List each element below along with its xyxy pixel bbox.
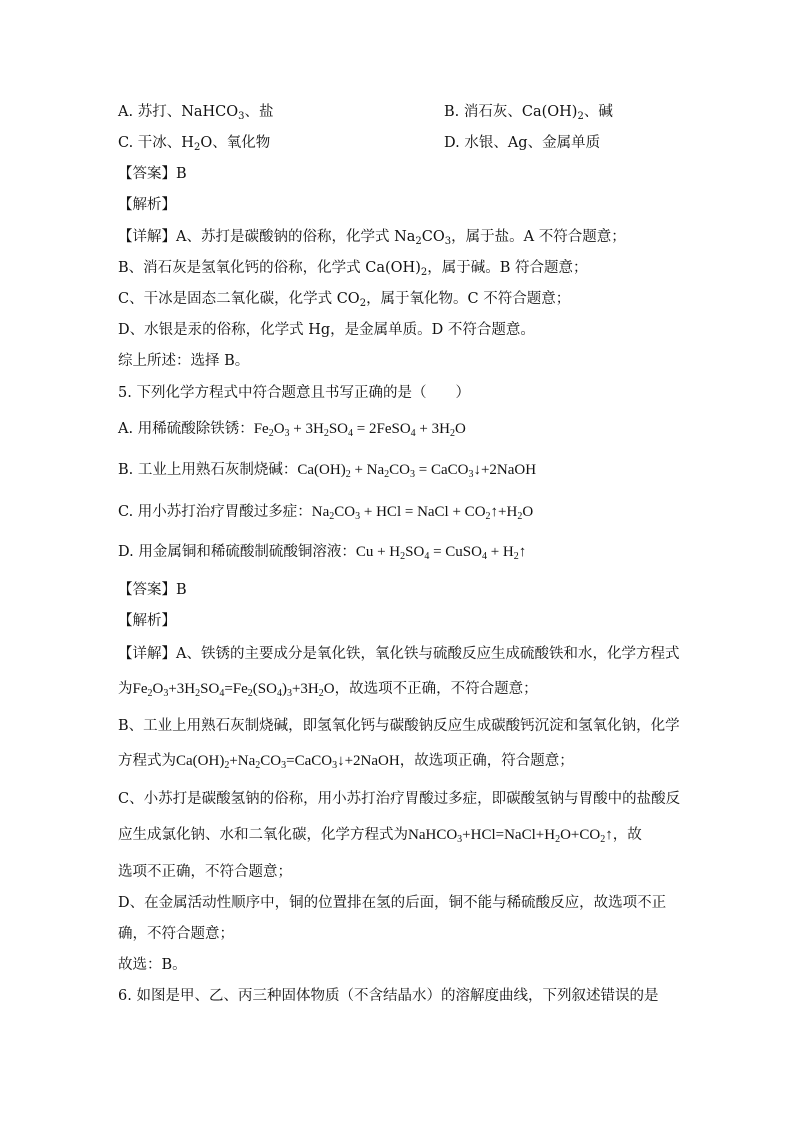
equation: $Fe_2O_3+3H_2SO_4=Fe_2(SO_4)_3+3H_2O$ — [132, 681, 335, 699]
equation: $Cu + H_2SO_4$ = CuSO$_4$ + $H_2↑$ — [355, 544, 527, 562]
q4-summary: 综上所述：选择 B。 — [118, 353, 250, 369]
q5-detail-b-line2: 方程式为$Ca(OH)_2+Na_2CO_3=CaCO_3↓+2NaOH$，故选项正确，符合题意； — [118, 753, 574, 771]
q5-stem: 5. 下列化学方程式中符合题意且书写正确的是（ ） — [118, 385, 470, 401]
q4-detail-b: B、消石灰是氢氧化钙的俗称，化学式 $Ca(OH)_2$，属于碱。B 符合题意； — [118, 260, 588, 278]
q5-answer: 【答案】B — [118, 582, 187, 598]
equation: $Fe_2O_3 + 3H_2SO_4$ = 2FeSO$_4$ + $3H_2O$ — [253, 421, 466, 439]
equation: $Ca(OH)_2+Na_2CO_3=CaCO_3↓+2NaOH$ — [176, 753, 400, 771]
q4-detail-c: C、干冰是固态二氧化碳，化学式 $CO_2$，属于氧化物。C 不符合题意； — [118, 291, 571, 309]
q5-detail-a-line2: 为$Fe_2O_3+3H_2SO_4=Fe_2(SO_4)_3+3H_2O$，故选项不正确，不符合题意； — [118, 681, 538, 699]
q4-option-b: B. 消石灰、$Ca(OH)_2$、碱 — [444, 104, 613, 122]
equation: $Ca(OH)_2 + Na_2CO_3$ = CaCO$_3$↓+2NaOH — [297, 462, 537, 480]
q5-detail-d-line2: 确，不符合题意； — [118, 926, 234, 942]
q5-detail-a-line1: 【详解】A、铁锈的主要成分是氧化铁，氧化铁与硫酸反应生成硫酸铁和水，化学方程式 — [118, 646, 680, 662]
equation: $Na_2CO_3$ + HCl = NaCl + $CO_2↑+H_2O$ — [311, 504, 534, 522]
q6-stem: 6. 如图是甲、乙、丙三种固体物质（不含结晶水）的溶解度曲线，下列叙述错误的是 — [118, 988, 659, 1004]
q4-detail-a: 【详解】A、苏打是碳酸钠的俗称，化学式 $Na_2CO_3$，属于盐。A 不符合题意； — [118, 229, 626, 247]
q5-detail-c-line2: 应生成氯化钠、水和二氧化碳，化学方程式为$NaHCO_3+HCl=NaCl+H_2O+CO_2↑$，故 — [118, 827, 642, 845]
q4-detail-d: D、水银是汞的俗称，化学式 Hg，是金属单质。D 不符合题意。 — [118, 322, 535, 338]
q5-analysis-title: 【解析】 — [118, 613, 176, 629]
q5-option-d: D. 用金属铜和稀硫酸制硫酸铜溶液：$Cu + H_2SO_4$ = CuSO$_4$ + $H_2↑$ — [118, 544, 527, 562]
q4-answer: 【答案】B — [118, 166, 187, 182]
q5-option-c: C. 用小苏打治疗胃酸过多症：$Na_2CO_3$ + HCl = NaCl + $CO_2↑+H_2O$ — [118, 504, 534, 522]
q5-detail-c-line3: 选项不正确，不符合题意； — [118, 864, 292, 880]
q4-option-c: C. 干冰、$H_2O$、氧化物 — [118, 135, 271, 153]
q5-option-a: A. 用稀硫酸除铁锈：$Fe_2O_3 + 3H_2SO_4$ = 2FeSO$_4$ + $3H_2O$ — [118, 421, 466, 439]
equation: $NaHCO_3+HCl=NaCl+H_2O+CO_2↑$ — [408, 827, 613, 845]
q4-option-a: A. 苏打、NaHCO$_3$、盐 — [118, 104, 274, 122]
q4-analysis-title: 【解析】 — [118, 197, 176, 213]
q5-conclusion: 故选：B。 — [118, 957, 187, 973]
q5-option-b: B. 工业上用熟石灰制烧碱：$Ca(OH)_2 + Na_2CO_3$ = CaCO$_3$↓+2NaOH — [118, 462, 537, 480]
q5-detail-c-line1: C、小苏打是碳酸氢钠的俗称，用小苏打治疗胃酸过多症，即碳酸氢钠与胃酸中的盐酸反 — [118, 791, 681, 807]
q5-detail-d-line1: D、在金属活动性顺序中，铜的位置排在氢的后面，铜不能与稀硫酸反应，故选项不正 — [118, 895, 667, 911]
q5-detail-b-line1: B、工业上用熟石灰制烧碱，即氢氧化钙与碳酸钠反应生成碳酸钙沉淀和氢氧化钠，化学 — [118, 718, 680, 734]
q4-option-d: D. 水银、Ag、金属单质 — [444, 135, 601, 151]
